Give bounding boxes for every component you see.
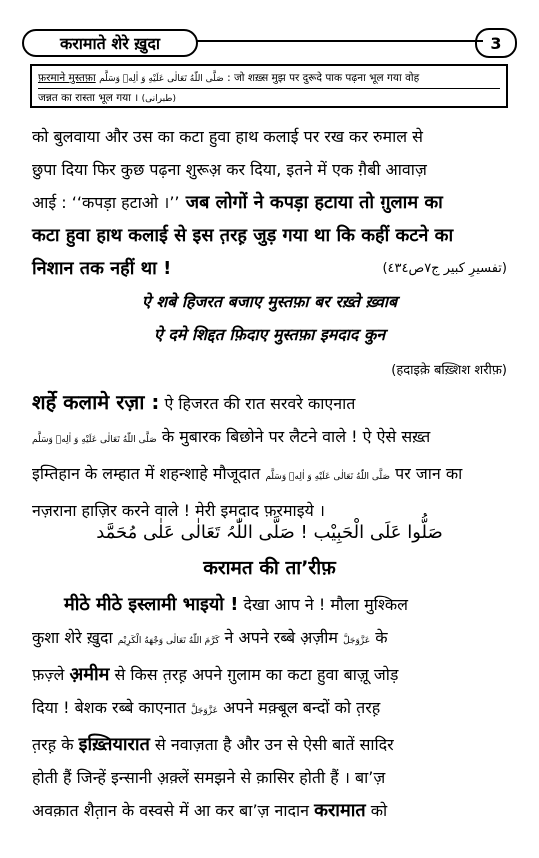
paragraph-2-line (32, 621, 507, 658)
paragraph-2-text: फ़ज़्ले (32, 665, 70, 684)
paragraph-2-line (32, 588, 507, 621)
salawat: صَلُّوا عَلَی الْحَبِیْب ! صَلَّی اللّٰہُ تَعَالٰی عَلٰی مُحَمَّد (96, 522, 443, 543)
paragraph-2-text: दिया ! बेशक रब्बे काएनात (32, 698, 191, 717)
tafsir-reference: (تفسیرِ کبیر ج٧ص٤٣٤) (382, 261, 507, 276)
paragraph-1-line (32, 252, 507, 285)
book-title-text: करामाते शेरे ख़ुदा (59, 34, 161, 53)
book-title (22, 29, 198, 57)
sharh-paragraph (32, 386, 507, 527)
sharh-line (32, 386, 507, 420)
hadith-label: फ़रमाने मुस्तफ़ा (38, 72, 96, 84)
paragraph-2-text: अवक़ात शैत़ान के वस्वसे में आ कर बा’ज़ नादान (32, 801, 315, 820)
paragraph-2-line (32, 728, 507, 761)
paragraph-2-text: देखा आप ने ! मौला मुश्किल (238, 595, 409, 614)
sharh-line (32, 457, 507, 494)
hadith-line-2 (38, 89, 500, 108)
honorific-arabic: صَلَّى اللّٰهُ تَعَالٰی عَلَیْهِ وَ اٰلِهٖ وَسَلَّم (265, 472, 391, 482)
honorific-arabic: عَزَّوَجَلَّ (343, 636, 371, 646)
bold-text: करामात (314, 800, 366, 821)
paragraph-1-line: कटा हुवा हाथ कलाई से इस त़रह़ जुड़ गया था कि कहीं कटने का (32, 225, 454, 246)
bold-text: निशान तक नहीं था ! (32, 258, 172, 279)
paragraph-2-text: से किस त़रह़ अपने ग़ुलाम का कटा हुवा बाज़ू जोड़ (109, 665, 399, 684)
sharh-text: के मुबारक बिछोने पर लैटने वाले ! ऐ ऐसे सख़्त (156, 427, 431, 446)
hadith-source: (طبرانی) (141, 94, 176, 104)
paragraph-2-text: के (370, 628, 388, 647)
bold-text: अ़मीम (69, 664, 110, 685)
paragraph-2-text: ने अपने रब्बे अ़ज़ीम (219, 628, 344, 647)
paragraph-1-line: छुपा दिया फिर कुछ पढ़ना शुरूअ़ कर दिया, इतने में एक ग़ैबी आवाज़ (32, 160, 427, 179)
paragraph-2-text: अपने मक़्बूल बन्दों को त़रह़ (218, 698, 381, 717)
paragraph-2 (32, 588, 507, 827)
couplet-line-2: ऐ दमे शिद्दत फ़िदाए मुस्तफ़ा इमदाद कुन (153, 325, 386, 344)
paragraph-1-line: को बुलवाया और उस का कटा हुवा हाथ कलाई पर रख कर रुमाल से (32, 127, 423, 146)
sharh-text: पर जान का (390, 464, 463, 483)
paragraph-2-text: त़रह़ के (32, 735, 79, 754)
paragraph-2-text: से नवाज़ता है और उन से ऐसी बातें सादिर (149, 735, 394, 754)
hadith-text-2: जन्नत का रास्ता भूल गया । (38, 92, 139, 104)
paragraph-2-line (32, 794, 507, 827)
bold-text: मीठे मीठे इस्लामी भाइयो ! (64, 594, 239, 615)
page-number-text: 3 (490, 33, 502, 53)
hadith-box (30, 64, 508, 108)
sharh-text: ऐ हिजरत की रात सरवरे काएनात (159, 394, 356, 413)
couplet-source: (हदाइक़े बख़्शिश शरीफ़) (391, 363, 507, 378)
sharh-line (32, 420, 507, 457)
paragraph-1 (32, 120, 507, 285)
honorific-arabic: عَزَّوَجَلَّ (190, 706, 219, 716)
header-rule (196, 40, 483, 42)
hadith-line-1 (38, 69, 500, 89)
honorific-arabic: کَرَّمَ اللّٰهُ تَعَالٰی وَجْهَهُ الْکَرِیْم (117, 636, 220, 646)
sharh-line: नज़राना हाज़िर करने वाले ! मेरी इमदाद फ़रमाइये । (32, 501, 325, 520)
section-title: करामत की ता’रीफ़ (203, 557, 336, 579)
couplet-line-1: ऐ शबे हिजरत बजाए मुस्तफ़ा बर रख़्ते ख़्वाब (141, 292, 398, 311)
voice-quote: आई : ‘‘कपड़ा हटाओ ।’’ (32, 193, 180, 212)
paragraph-2-line (32, 658, 507, 691)
page-number (475, 28, 517, 58)
bold-text: इख़्तियारात (78, 734, 150, 755)
bold-text: जब लोगों ने कपड़ा हटाया तो ग़ुलाम का (179, 192, 443, 213)
hadith-text-1: : जो शख़्स मुझ पर दुरूदे पाक पढ़ना भूल गया वोह (223, 72, 420, 84)
paragraph-2-text: को (365, 801, 388, 820)
sharh-text: इम्तिहान के लम्हात में शहन्शाहे मौजूदात (32, 464, 266, 483)
paragraph-2-line: होती हैं जिन्हें इन्सानी अ़क़्लें समझने से क़ासिर होती हैं । बा’ज़ (32, 768, 386, 787)
paragraph-2-text: कुशा शेरे ख़ुदा (32, 628, 118, 647)
sharh-label: शर्हे कलामे रज़ा : (32, 390, 160, 414)
paragraph-1-line (32, 186, 507, 219)
paragraph-2-line (32, 691, 507, 728)
hadith-honorific: صَلَّى اللّٰهُ تَعَالٰی عَلَیْهِ وَ اٰلِهٖ وَسَلَّم (99, 74, 224, 84)
honorific-arabic: صَلَّى اللّٰهُ تَعَالٰی عَلَیْهِ وَ اٰلِهٖ وَسَلَّم (32, 435, 157, 445)
